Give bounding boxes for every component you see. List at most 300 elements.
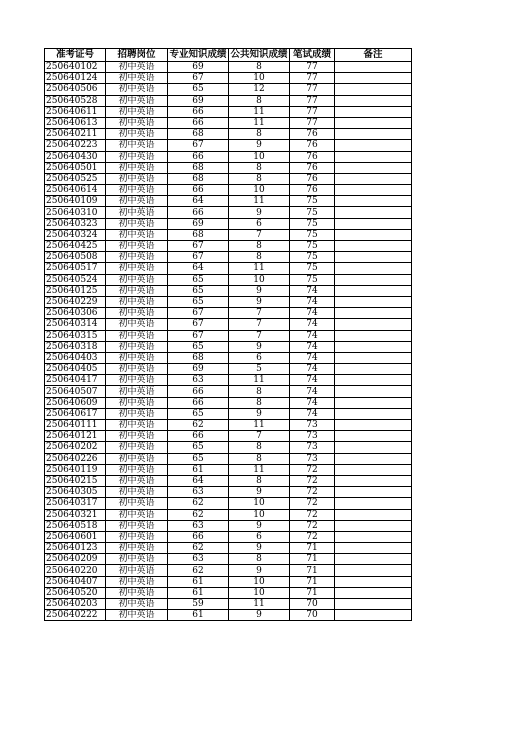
table-row <box>45 475 412 486</box>
professional-score-cell: 62 <box>168 565 229 576</box>
professional-score-cell: 62 <box>168 509 229 520</box>
professional-score-cell: 64 <box>168 196 229 207</box>
remarks-cell <box>335 610 412 621</box>
written-score-cell: 72 <box>290 520 335 531</box>
table-row <box>45 151 412 162</box>
professional-score-cell: 67 <box>168 140 229 151</box>
exam-id-cell: 250640617 <box>45 408 106 419</box>
written-score-cell: 71 <box>290 543 335 554</box>
exam-id-cell: 250640226 <box>45 453 106 464</box>
professional-score-cell: 63 <box>168 375 229 386</box>
remarks-cell <box>335 218 412 229</box>
public-score-cell: 7 <box>229 330 290 341</box>
professional-score-cell: 67 <box>168 252 229 263</box>
table-row <box>45 308 412 319</box>
professional-score-cell: 66 <box>168 431 229 442</box>
exam-id-cell: 250640203 <box>45 599 106 610</box>
public-score-cell: 5 <box>229 364 290 375</box>
header-position: 招聘岗位 <box>106 49 168 62</box>
exam-id-cell: 250640508 <box>45 252 106 263</box>
header-row <box>45 49 412 62</box>
table-row <box>45 106 412 117</box>
remarks-cell <box>335 408 412 419</box>
header-written-score: 笔试成绩 <box>290 49 335 62</box>
exam-id-cell: 250640109 <box>45 196 106 207</box>
position-cell: 初中英语 <box>106 453 168 464</box>
public-score-cell: 10 <box>229 576 290 587</box>
remarks-cell <box>335 263 412 274</box>
remarks-cell <box>335 252 412 263</box>
position-cell: 初中英语 <box>106 576 168 587</box>
exam-id-cell: 250640314 <box>45 319 106 330</box>
position-cell: 初中英语 <box>106 610 168 621</box>
professional-score-cell: 59 <box>168 599 229 610</box>
position-cell: 初中英语 <box>106 565 168 576</box>
written-score-cell: 72 <box>290 531 335 542</box>
public-score-cell: 7 <box>229 229 290 240</box>
position-cell: 初中英语 <box>106 375 168 386</box>
remarks-cell <box>335 196 412 207</box>
public-score-cell: 10 <box>229 274 290 285</box>
exam-id-cell: 250640524 <box>45 274 106 285</box>
written-score-cell: 74 <box>290 285 335 296</box>
remarks-cell <box>335 375 412 386</box>
written-score-cell: 74 <box>290 341 335 352</box>
written-score-cell: 75 <box>290 229 335 240</box>
professional-score-cell: 64 <box>168 475 229 486</box>
written-score-cell: 73 <box>290 453 335 464</box>
remarks-cell <box>335 397 412 408</box>
professional-score-cell: 65 <box>168 453 229 464</box>
written-score-cell: 77 <box>290 95 335 106</box>
written-score-cell: 74 <box>290 397 335 408</box>
professional-score-cell: 66 <box>168 117 229 128</box>
written-score-cell: 74 <box>290 319 335 330</box>
remarks-cell <box>335 185 412 196</box>
table-row <box>45 554 412 565</box>
public-score-cell: 10 <box>229 509 290 520</box>
public-score-cell: 11 <box>229 263 290 274</box>
public-score-cell: 8 <box>229 386 290 397</box>
exam-id-cell: 250640229 <box>45 296 106 307</box>
professional-score-cell: 61 <box>168 610 229 621</box>
position-cell: 初中英语 <box>106 196 168 207</box>
table-row <box>45 129 412 140</box>
professional-score-cell: 63 <box>168 520 229 531</box>
position-cell: 初中英语 <box>106 207 168 218</box>
written-score-cell: 74 <box>290 364 335 375</box>
position-cell: 初中英语 <box>106 464 168 475</box>
public-score-cell: 9 <box>229 610 290 621</box>
remarks-cell <box>335 520 412 531</box>
position-cell: 初中英语 <box>106 341 168 352</box>
position-cell: 初中英语 <box>106 352 168 363</box>
exam-id-cell: 250640613 <box>45 117 106 128</box>
professional-score-cell: 66 <box>168 397 229 408</box>
exam-id-cell: 250640425 <box>45 241 106 252</box>
table-row <box>45 263 412 274</box>
table-row <box>45 73 412 84</box>
remarks-cell <box>335 173 412 184</box>
table-row <box>45 218 412 229</box>
exam-id-cell: 250640305 <box>45 487 106 498</box>
written-score-cell: 72 <box>290 487 335 498</box>
professional-score-cell: 67 <box>168 319 229 330</box>
public-score-cell: 9 <box>229 296 290 307</box>
table-row <box>45 375 412 386</box>
written-score-cell: 70 <box>290 599 335 610</box>
position-cell: 初中英语 <box>106 106 168 117</box>
exam-id-cell: 250640202 <box>45 442 106 453</box>
exam-id-cell: 250640611 <box>45 106 106 117</box>
remarks-cell <box>335 464 412 475</box>
public-score-cell: 9 <box>229 487 290 498</box>
position-cell: 初中英语 <box>106 442 168 453</box>
position-cell: 初中英语 <box>106 274 168 285</box>
written-score-cell: 77 <box>290 106 335 117</box>
table-row <box>45 442 412 453</box>
table-row <box>45 431 412 442</box>
professional-score-cell: 61 <box>168 464 229 475</box>
position-cell: 初中英语 <box>106 218 168 229</box>
professional-score-cell: 62 <box>168 420 229 431</box>
table-row <box>45 330 412 341</box>
remarks-cell <box>335 386 412 397</box>
exam-id-cell: 250640211 <box>45 129 106 140</box>
exam-id-cell: 250640609 <box>45 397 106 408</box>
remarks-cell <box>335 352 412 363</box>
position-cell: 初中英语 <box>106 263 168 274</box>
remarks-cell <box>335 431 412 442</box>
public-score-cell: 8 <box>229 241 290 252</box>
table-row <box>45 117 412 128</box>
position-cell: 初中英语 <box>106 587 168 598</box>
remarks-cell <box>335 285 412 296</box>
written-score-cell: 74 <box>290 375 335 386</box>
remarks-cell <box>335 341 412 352</box>
header-public-score: 公共知识成绩 <box>230 49 288 60</box>
public-score-cell: 8 <box>229 554 290 565</box>
written-score-cell: 75 <box>290 241 335 252</box>
table-body <box>45 62 412 621</box>
position-cell: 初中英语 <box>106 554 168 565</box>
remarks-cell <box>335 498 412 509</box>
public-score-cell: 6 <box>229 352 290 363</box>
written-score-cell: 72 <box>290 498 335 509</box>
written-score-cell: 72 <box>290 509 335 520</box>
public-score-cell: 9 <box>229 140 290 151</box>
public-score-cell: 8 <box>229 95 290 106</box>
written-score-cell: 74 <box>290 386 335 397</box>
remarks-cell <box>335 599 412 610</box>
professional-score-cell: 68 <box>168 129 229 140</box>
position-cell: 初中英语 <box>106 420 168 431</box>
professional-score-cell: 69 <box>168 218 229 229</box>
written-score-cell: 75 <box>290 274 335 285</box>
written-score-cell: 74 <box>290 308 335 319</box>
exam-id-cell: 250640223 <box>45 140 106 151</box>
position-cell: 初中英语 <box>106 431 168 442</box>
table-row <box>45 95 412 106</box>
table-row <box>45 487 412 498</box>
written-score-cell: 74 <box>290 296 335 307</box>
professional-score-cell: 67 <box>168 241 229 252</box>
remarks-cell <box>335 565 412 576</box>
public-score-cell: 8 <box>229 62 290 73</box>
table-row <box>45 84 412 95</box>
professional-score-cell: 66 <box>168 185 229 196</box>
public-score-cell: 9 <box>229 408 290 419</box>
exam-id-cell: 250640119 <box>45 464 106 475</box>
professional-score-cell: 65 <box>168 274 229 285</box>
position-cell: 初中英语 <box>106 185 168 196</box>
remarks-cell <box>335 442 412 453</box>
table-row <box>45 610 412 621</box>
position-cell: 初中英语 <box>106 520 168 531</box>
public-score-cell: 10 <box>229 587 290 598</box>
remarks-cell <box>335 117 412 128</box>
remarks-cell <box>335 308 412 319</box>
exam-id-cell: 250640601 <box>45 531 106 542</box>
position-cell: 初中英语 <box>106 308 168 319</box>
exam-id-cell: 250640324 <box>45 229 106 240</box>
public-score-cell: 10 <box>229 151 290 162</box>
written-score-cell: 72 <box>290 464 335 475</box>
professional-score-cell: 63 <box>168 554 229 565</box>
written-score-cell: 76 <box>290 162 335 173</box>
remarks-cell <box>335 531 412 542</box>
table-row <box>45 498 412 509</box>
exam-id-cell: 250640215 <box>45 475 106 486</box>
header-exam-id: 准考证号 <box>45 49 106 62</box>
table-row <box>45 319 412 330</box>
position-cell: 初中英语 <box>106 408 168 419</box>
remarks-cell <box>335 296 412 307</box>
public-score-cell: 9 <box>229 543 290 554</box>
header-professional-score: 专业知识成绩 <box>169 49 227 60</box>
position-cell: 初中英语 <box>106 173 168 184</box>
remarks-cell <box>335 162 412 173</box>
public-score-cell: 11 <box>229 117 290 128</box>
remarks-cell <box>335 330 412 341</box>
remarks-cell <box>335 554 412 565</box>
table-row <box>45 420 412 431</box>
written-score-cell: 73 <box>290 442 335 453</box>
table-row <box>45 274 412 285</box>
professional-score-cell: 66 <box>168 207 229 218</box>
public-score-cell: 8 <box>229 453 290 464</box>
professional-score-cell: 63 <box>168 487 229 498</box>
exam-id-cell: 250640321 <box>45 509 106 520</box>
remarks-cell <box>335 129 412 140</box>
written-score-cell: 76 <box>290 151 335 162</box>
exam-id-cell: 250640306 <box>45 308 106 319</box>
position-cell: 初中英语 <box>106 487 168 498</box>
exam-id-cell: 250640121 <box>45 431 106 442</box>
exam-id-cell: 250640315 <box>45 330 106 341</box>
professional-score-cell: 68 <box>168 162 229 173</box>
written-score-cell: 77 <box>290 73 335 84</box>
exam-id-cell: 250640520 <box>45 587 106 598</box>
professional-score-cell: 65 <box>168 285 229 296</box>
table-row <box>45 543 412 554</box>
remarks-cell <box>335 84 412 95</box>
position-cell: 初中英语 <box>106 330 168 341</box>
written-score-cell: 75 <box>290 207 335 218</box>
remarks-cell <box>335 509 412 520</box>
public-score-cell: 8 <box>229 475 290 486</box>
exam-id-cell: 250640528 <box>45 95 106 106</box>
professional-score-cell: 68 <box>168 352 229 363</box>
exam-id-cell: 250640430 <box>45 151 106 162</box>
exam-id-cell: 250640518 <box>45 520 106 531</box>
remarks-cell <box>335 140 412 151</box>
table-row <box>45 576 412 587</box>
position-cell: 初中英语 <box>106 397 168 408</box>
exam-id-cell: 250640417 <box>45 375 106 386</box>
exam-id-cell: 250640323 <box>45 218 106 229</box>
position-cell: 初中英语 <box>106 364 168 375</box>
remarks-cell <box>335 475 412 486</box>
table-row <box>45 520 412 531</box>
remarks-cell <box>335 151 412 162</box>
position-cell: 初中英语 <box>106 285 168 296</box>
public-score-cell: 11 <box>229 420 290 431</box>
score-table <box>44 48 412 621</box>
written-score-cell: 75 <box>290 263 335 274</box>
exam-id-cell: 250640102 <box>45 62 106 73</box>
professional-score-cell: 62 <box>168 498 229 509</box>
professional-score-cell: 66 <box>168 106 229 117</box>
public-score-cell: 10 <box>229 73 290 84</box>
public-score-cell: 6 <box>229 531 290 542</box>
position-cell: 初中英语 <box>106 62 168 73</box>
table-row <box>45 140 412 151</box>
table-row <box>45 386 412 397</box>
exam-id-cell: 250640310 <box>45 207 106 218</box>
written-score-cell: 74 <box>290 408 335 419</box>
professional-score-cell: 61 <box>168 587 229 598</box>
written-score-cell: 76 <box>290 129 335 140</box>
public-score-cell: 8 <box>229 173 290 184</box>
exam-id-cell: 250640403 <box>45 352 106 363</box>
public-score-cell: 11 <box>229 464 290 475</box>
professional-score-cell: 62 <box>168 543 229 554</box>
professional-score-cell: 61 <box>168 576 229 587</box>
professional-score-cell: 69 <box>168 62 229 73</box>
professional-score-cell: 66 <box>168 151 229 162</box>
exam-id-cell: 250640501 <box>45 162 106 173</box>
position-cell: 初中英语 <box>106 151 168 162</box>
written-score-cell: 71 <box>290 576 335 587</box>
public-score-cell: 7 <box>229 308 290 319</box>
professional-score-cell: 67 <box>168 330 229 341</box>
table-row <box>45 173 412 184</box>
exam-id-cell: 250640506 <box>45 84 106 95</box>
table-row <box>45 62 412 73</box>
written-score-cell: 75 <box>290 196 335 207</box>
exam-id-cell: 250640124 <box>45 73 106 84</box>
position-cell: 初中英语 <box>106 599 168 610</box>
exam-id-cell: 250640525 <box>45 173 106 184</box>
written-score-cell: 73 <box>290 431 335 442</box>
position-cell: 初中英语 <box>106 475 168 486</box>
public-score-cell: 7 <box>229 319 290 330</box>
exam-id-cell: 250640220 <box>45 565 106 576</box>
written-score-cell: 75 <box>290 218 335 229</box>
public-score-cell: 6 <box>229 218 290 229</box>
exam-id-cell: 250640614 <box>45 185 106 196</box>
professional-score-cell: 67 <box>168 73 229 84</box>
professional-score-cell: 64 <box>168 263 229 274</box>
table-row <box>45 162 412 173</box>
written-score-cell: 76 <box>290 140 335 151</box>
exam-id-cell: 250640407 <box>45 576 106 587</box>
written-score-cell: 76 <box>290 173 335 184</box>
position-cell: 初中英语 <box>106 73 168 84</box>
table-row <box>45 464 412 475</box>
position-cell: 初中英语 <box>106 531 168 542</box>
public-score-cell: 8 <box>229 252 290 263</box>
written-score-cell: 70 <box>290 610 335 621</box>
remarks-cell <box>335 487 412 498</box>
table-row <box>45 364 412 375</box>
remarks-cell <box>335 274 412 285</box>
public-score-cell: 10 <box>229 498 290 509</box>
remarks-cell <box>335 62 412 73</box>
remarks-cell <box>335 364 412 375</box>
remarks-cell <box>335 587 412 598</box>
written-score-cell: 74 <box>290 330 335 341</box>
table-row <box>45 408 412 419</box>
public-score-cell: 11 <box>229 599 290 610</box>
table-row <box>45 352 412 363</box>
remarks-cell <box>335 95 412 106</box>
public-score-cell: 7 <box>229 431 290 442</box>
written-score-cell: 77 <box>290 62 335 73</box>
position-cell: 初中英语 <box>106 386 168 397</box>
exam-id-cell: 250640507 <box>45 386 106 397</box>
position-cell: 初中英语 <box>106 95 168 106</box>
table-row <box>45 296 412 307</box>
remarks-cell <box>335 420 412 431</box>
position-cell: 初中英语 <box>106 84 168 95</box>
written-score-cell: 77 <box>290 84 335 95</box>
table-row <box>45 229 412 240</box>
professional-score-cell: 65 <box>168 84 229 95</box>
position-cell: 初中英语 <box>106 319 168 330</box>
public-score-cell: 8 <box>229 129 290 140</box>
remarks-cell <box>335 106 412 117</box>
public-score-cell: 9 <box>229 207 290 218</box>
public-score-cell: 8 <box>229 397 290 408</box>
table-row <box>45 565 412 576</box>
professional-score-cell: 68 <box>168 229 229 240</box>
professional-score-cell: 65 <box>168 408 229 419</box>
table-row <box>45 196 412 207</box>
public-score-cell: 8 <box>229 442 290 453</box>
position-cell: 初中英语 <box>106 162 168 173</box>
public-score-cell: 11 <box>229 375 290 386</box>
professional-score-cell: 66 <box>168 386 229 397</box>
professional-score-cell: 65 <box>168 296 229 307</box>
exam-id-cell: 250640125 <box>45 285 106 296</box>
position-cell: 初中英语 <box>106 543 168 554</box>
professional-score-cell: 69 <box>168 95 229 106</box>
professional-score-cell: 66 <box>168 531 229 542</box>
remarks-cell <box>335 543 412 554</box>
professional-score-cell: 69 <box>168 364 229 375</box>
